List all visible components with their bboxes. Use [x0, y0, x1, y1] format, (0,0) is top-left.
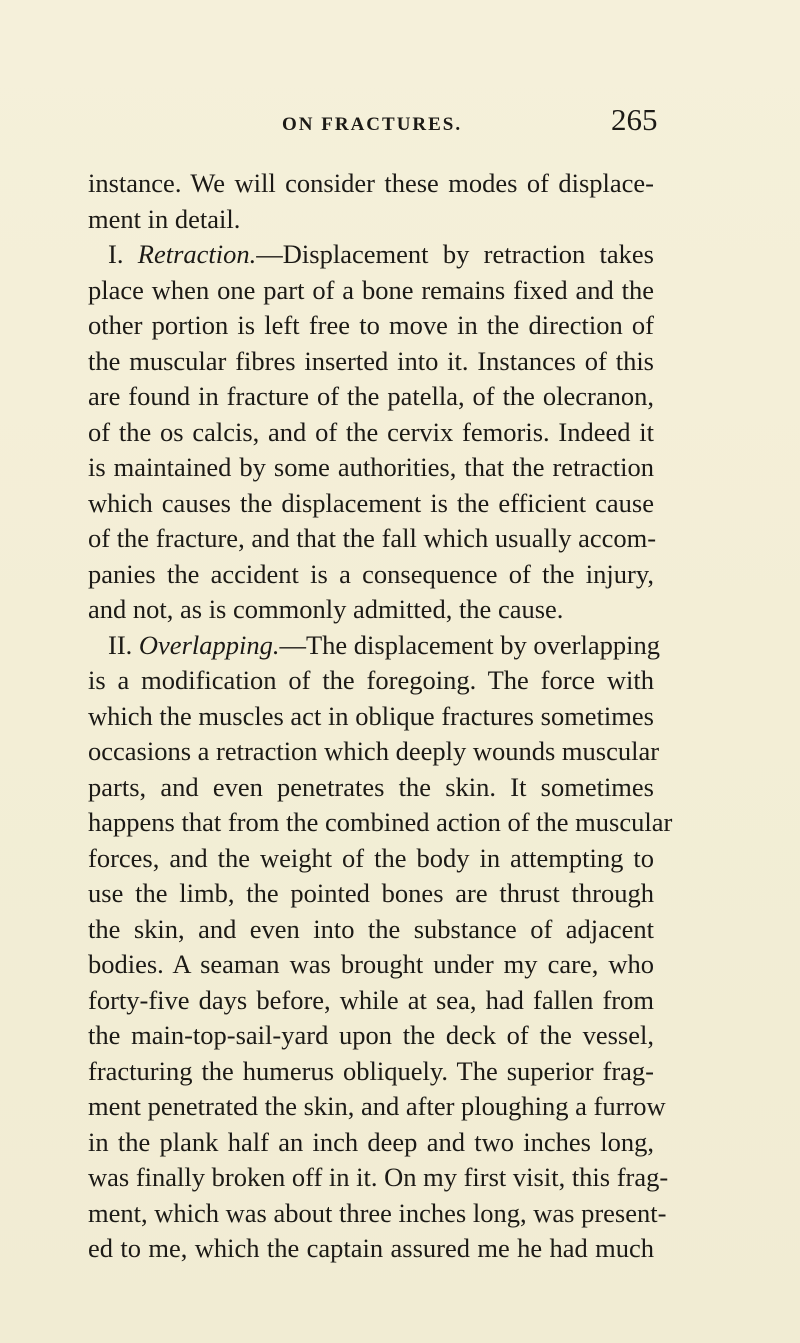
text-line: place when one part of a bone remains fixed and the — [88, 274, 654, 305]
text-line: ment penetrated the skin, and after ploughing a furrow — [88, 1091, 666, 1121]
text-line: the skin, and even into the substance of adjacent — [88, 913, 654, 944]
text-line: happens that from the combined action of the muscular — [88, 807, 673, 837]
text-line: which causes the displacement is the efficient cause — [88, 487, 654, 518]
section-numeral: I. — [108, 239, 124, 269]
section-title: Overlapping. — [138, 629, 280, 660]
text-line: occasions a retraction which deeply wounds muscular — [88, 736, 660, 766]
text-line: which the muscles act in oblique fractures sometimes — [88, 700, 654, 731]
page-number: 265 — [611, 102, 658, 137]
text-line: is a modification of the foregoing. The force with — [88, 665, 654, 695]
text-line: is maintained by some authorities, that the retraction — [88, 452, 654, 482]
text-line: ed to me, which the captain assured me he had much — [88, 1233, 654, 1263]
section-numeral: II. — [108, 629, 133, 660]
text-line: parts, and even penetrates the skin. It sometimes — [88, 771, 654, 802]
text-line: bodies. A seaman was brought under my care, who — [88, 949, 654, 979]
body-text — [88, 166, 673, 1267]
text-line: was finally broken off in it. On my first visit, this frag- — [88, 1162, 669, 1192]
text-line: of the os calcis, and of the cervix femoris. Indeed it — [88, 416, 654, 447]
text-line: ment, which was about three inches long, was present- — [88, 1197, 667, 1228]
section-heading-retraction — [88, 237, 654, 273]
text-line: other portion is left free to move in the direction of — [88, 310, 654, 340]
section-title: Retraction. — [137, 239, 257, 269]
text-line: ment in detail. — [88, 203, 241, 234]
text-line: forty-five days before, while at sea, had fallen from — [88, 984, 654, 1015]
running-head — [0, 102, 800, 142]
section-lead-text: —Displacement by retraction takes — [256, 239, 654, 269]
running-title: ON FRACTURES. — [282, 114, 463, 135]
text-line: the main-top-sail-yard upon the deck of the vessel, — [88, 1020, 654, 1050]
text-line: instance. We will consider these modes of displace- — [88, 168, 654, 198]
text-line: in the plank half an inch deep and two inches long, — [88, 1126, 654, 1157]
section-lead-text: —The displacement by overlapping — [279, 629, 660, 660]
text-line: forces, and the weight of the body in attempting to — [88, 842, 654, 873]
text-line: and not, as is commonly admitted, the cause. — [88, 594, 564, 624]
text-line: use the limb, the pointed bones are thrust through — [88, 878, 654, 908]
text-line: fracturing the humerus obliquely. The superior frag- — [88, 1055, 654, 1086]
text-line: are found in fracture of the patella, of the olecranon, — [88, 381, 654, 411]
text-line: of the fracture, and that the fall which usually accom- — [88, 523, 657, 553]
text-line: the muscular fibres inserted into it. Instances of this — [88, 345, 654, 376]
section-heading-overlapping — [88, 628, 660, 664]
text-line: panies the accident is a consequence of the injury, — [88, 558, 654, 589]
